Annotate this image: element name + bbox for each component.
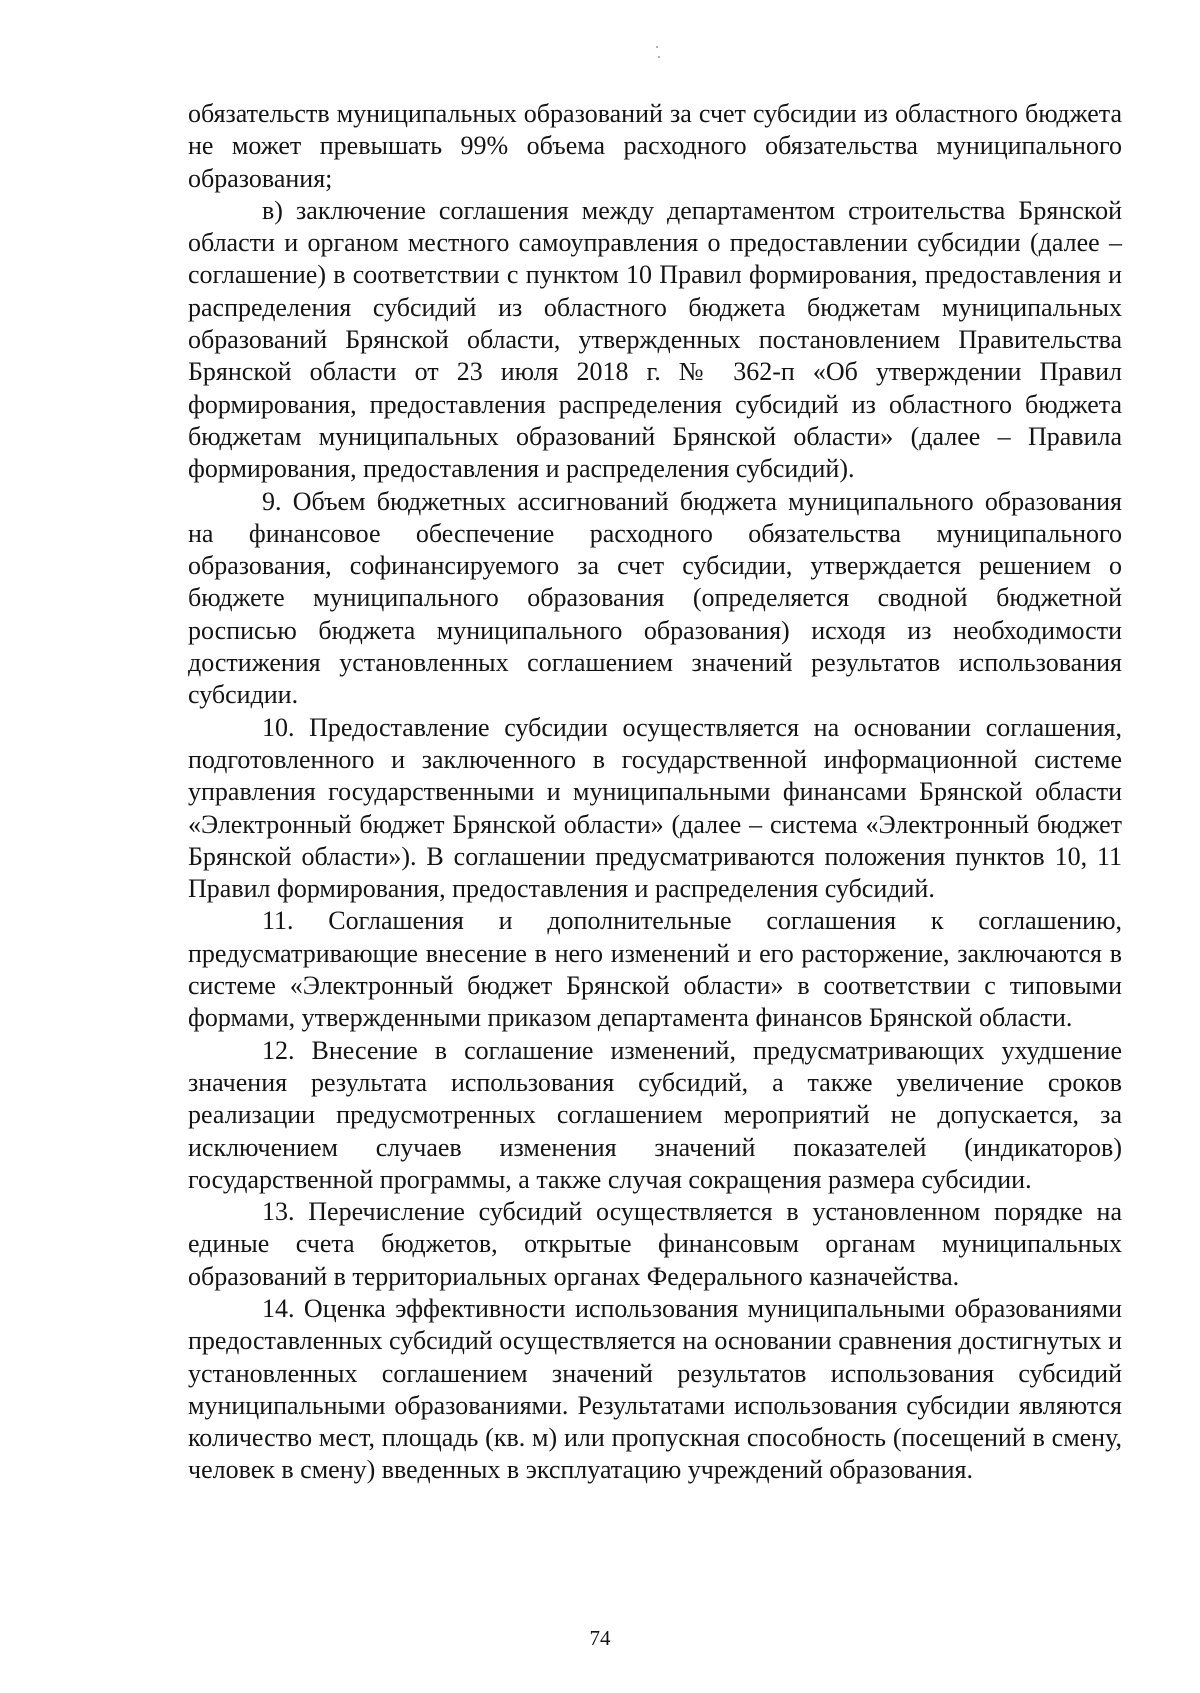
scan-speck — [656, 46, 658, 48]
page-number: 74 — [589, 1626, 611, 1650]
scan-speck — [658, 56, 660, 58]
paragraph-item-9: 9. Объем бюджетных ассигнований бюджета муниципального образования на финансовое обеспечение расходного обязательства муниципального образования, софинансируемого за счет субсидии, утверждается решением о бюджете муниципального образования (определяется сводной бюджетной росписью бюджета муниципального образования) исходя из необходимости достижения установленных соглашением значений результатов использования субсидии. — [188, 486, 1122, 710]
paragraph-item-11: 11. Соглашения и дополнительные соглашения к соглашению, предусматривающие внесение в него изменений и его расторжение, заключаются в системе «Электронный бюджет Брянской области» в соответствии с типовыми формами, утвержденными приказом департамента финансов Брянской области. — [188, 906, 1122, 1033]
paragraph-item-10: 10. Предоставление субсидии осуществляется на основании соглашения, подготовленного и заключенного в государственной информационной системе управления государственными и муниципальными финансами Брянской области «Электронный бюджет Брянской области» (далее – система «Электронный бюджет Брянской области»). В соглашении предусматриваются положения пунктов 10, 11 Правил формирования, предоставления и распределения субсидий. — [188, 712, 1122, 904]
paragraph-item-13: 13. Перечисление субсидий осуществляется в установленном порядке на единые счета бюджетов, открытые финансовым органам муниципальных образований в территориальных органах Федерального казначейства. — [188, 1197, 1122, 1291]
document-body — [188, 98, 1122, 1487]
paragraph-item-v: в) заключение соглашения между департаментом строительства Брянской области и органом местного самоуправления о предоставлении субсидии (далее – соглашение) в соответствии с пунктом 10 Правил формирования, предоставления и распределения субсидий из областного бюджета бюджетам муниципальных образований Брянской области, утвержденных постановлением Правительства Брянской области от 23 июля 2018 г. № 362-п «Об утверждении Правил формирования, предоставления распределения субсидий из областного бюджета бюджетам муниципальных образований Брянской области» (далее – Правила формирования, предоставления и распределения субсидий). — [188, 195, 1122, 484]
paragraph-continuation: обязательств муниципальных образований за счет субсидии из областного бюджета не может превышать 99% объема расходного обязательства муниципального образования; — [188, 99, 1122, 193]
paragraph-item-12: 12. Внесение в соглашение изменений, предусматривающих ухудшение значения результата использования субсидий, а также увеличение сроков реализации предусмотренных соглашением мероприятий не допускается, за исключением случаев изменения значений показателей (индикаторов) государственной программы, а также случая сокращения размера субсидии. — [188, 1035, 1122, 1194]
paragraph-item-14: 14. Оценка эффективности использования муниципальными образованиями предоставленных субсидий осуществляется на основании сравнения достигнутых и установленных соглашением значений результатов использования субсидий муниципальными образованиями. Результатами использования субсидии являются количество мест, площадь (кв. м) или пропускная способность (посещений в смену, человек в смену) введенных в эксплуатацию учреждений образования. — [188, 1293, 1122, 1485]
